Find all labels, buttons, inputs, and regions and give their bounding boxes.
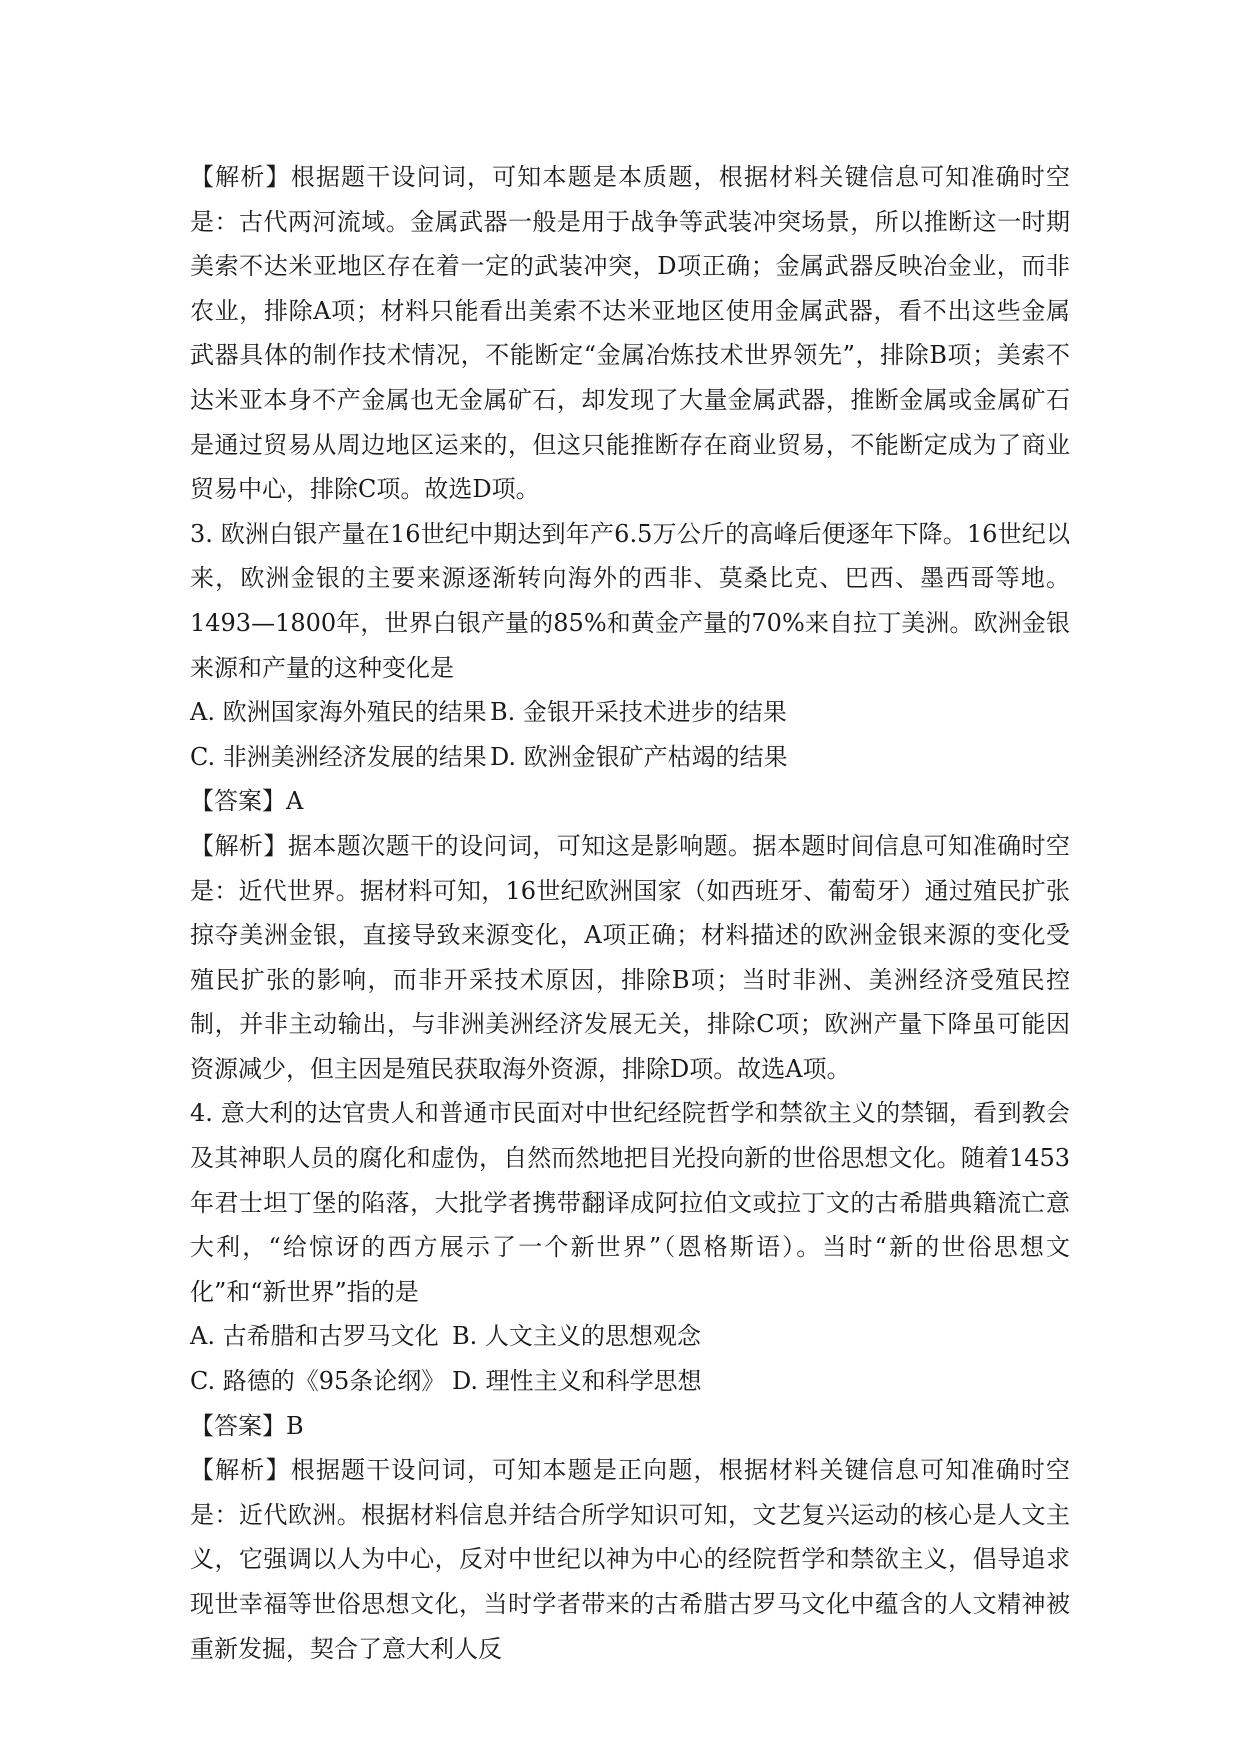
question-3-option-b: B. 金银开采技术进步的结果: [490, 698, 787, 727]
question-4-stem: 4. 意大利的达官贵人和普通市民面对中世纪经院哲学和禁欲主义的禁锢，看到教会及其神职人员的腐化和虚伪，自然而然地把目光投向新的世俗思想文化。随着1453年君士坦丁堡的陷落，大批学者携带翻译成阿拉伯文或拉丁文的古希腊典籍流亡意大利，“给惊讶的西方展示了一个新世界”（恩格斯语）。当时“新的世俗思想文化”和“新世界”指的是: [190, 1099, 1070, 1306]
question-3-option-d: D. 欧洲金银矿产枯竭的结果: [490, 742, 788, 771]
question-4-options-row-2: [190, 1359, 1070, 1404]
question-4-option-b: B. 人文主义的思想观念: [452, 1322, 701, 1351]
question-3-option-c: C. 非洲美洲经济发展的结果: [190, 742, 487, 771]
question-3-answer: 【答案】A: [190, 787, 304, 816]
question-4-analysis: 【解析】根据题干设问词，可知本题是正向题，根据材料关键信息可知准确时空是：近代欧洲。根据材料信息并结合所学知识可知，文艺复兴运动的核心是人文主义，它强调以人为中心，反对中世纪以神为中心的经院哲学和禁欲主义，倡导追求现世幸福等世俗思想文化，当时学者带来的古希腊古罗马文化中蕴含的人文精神被重新发掘，契合了意大利人反: [190, 1456, 1070, 1663]
question-3-option-a: A. 欧洲国家海外殖民的结果: [190, 698, 487, 727]
question-4-option-c: C. 路德的《95条论纲》: [190, 1367, 446, 1396]
question-3-options-row-1: [190, 690, 1070, 735]
analysis-q2: 【解析】根据题干设问词，可知本题是本质题，根据材料关键信息可知准确时空是：古代两河流域。金属武器一般是用于战争等武装冲突场景，所以推断这一时期美索不达米亚地区存在着一定的武装冲突，D项正确；金属武器反映冶金业，而非农业，排除A项；材料只能看出美索不达米亚地区使用金属武器，看不出这些金属武器具体的制作技术情况，不能断定“金属冶炼技术世界领先”，排除B项；美索不达米亚本身不产金属也无金属矿石，却发现了大量金属武器，推断金属或金属矿石是通过贸易从周边地区运来的，但这只能推断存在商业贸易，不能断定成为了商业贸易中心，排除C项。故选D项。: [190, 163, 1070, 504]
question-3-options-row-2: [190, 735, 1070, 780]
question-3-stem: 3. 欧洲白银产量在16世纪中期达到年产6.5万公斤的高峰后便逐年下降。16世纪以来，欧洲金银的主要来源逐渐转向海外的西非、莫桑比克、巴西、墨西哥等地。1493—1800年，世界白银产量的85%和黄金产量的70%来自拉丁美洲。欧洲金银来源和产量的这种变化是: [190, 519, 1070, 682]
question-4-answer: 【答案】B: [190, 1411, 304, 1440]
question-4-options-row-1: [190, 1314, 1070, 1359]
document-page: [190, 155, 1070, 1671]
question-4-option-a: A. 古希腊和古罗马文化: [190, 1322, 439, 1351]
question-4-option-d: D. 理性主义和科学思想: [452, 1367, 702, 1396]
question-3-analysis: 【解析】据本题次题干的设问词，可知这是影响题。据本题时间信息可知准确时空是：近代世界。据材料可知，16世纪欧洲国家（如西班牙、葡萄牙）通过殖民扩张掠夺美洲金银，直接导致来源变化，A项正确；材料描述的欧洲金银来源的变化受殖民扩张的影响，而非开采技术原因，排除B项；当时非洲、美洲经济受殖民控制，并非主动输出，与非洲美洲经济发展无关，排除C项；欧洲产量下降虽可能因资源减少，但主因是殖民获取海外资源，排除D项。故选A项。: [190, 831, 1070, 1083]
